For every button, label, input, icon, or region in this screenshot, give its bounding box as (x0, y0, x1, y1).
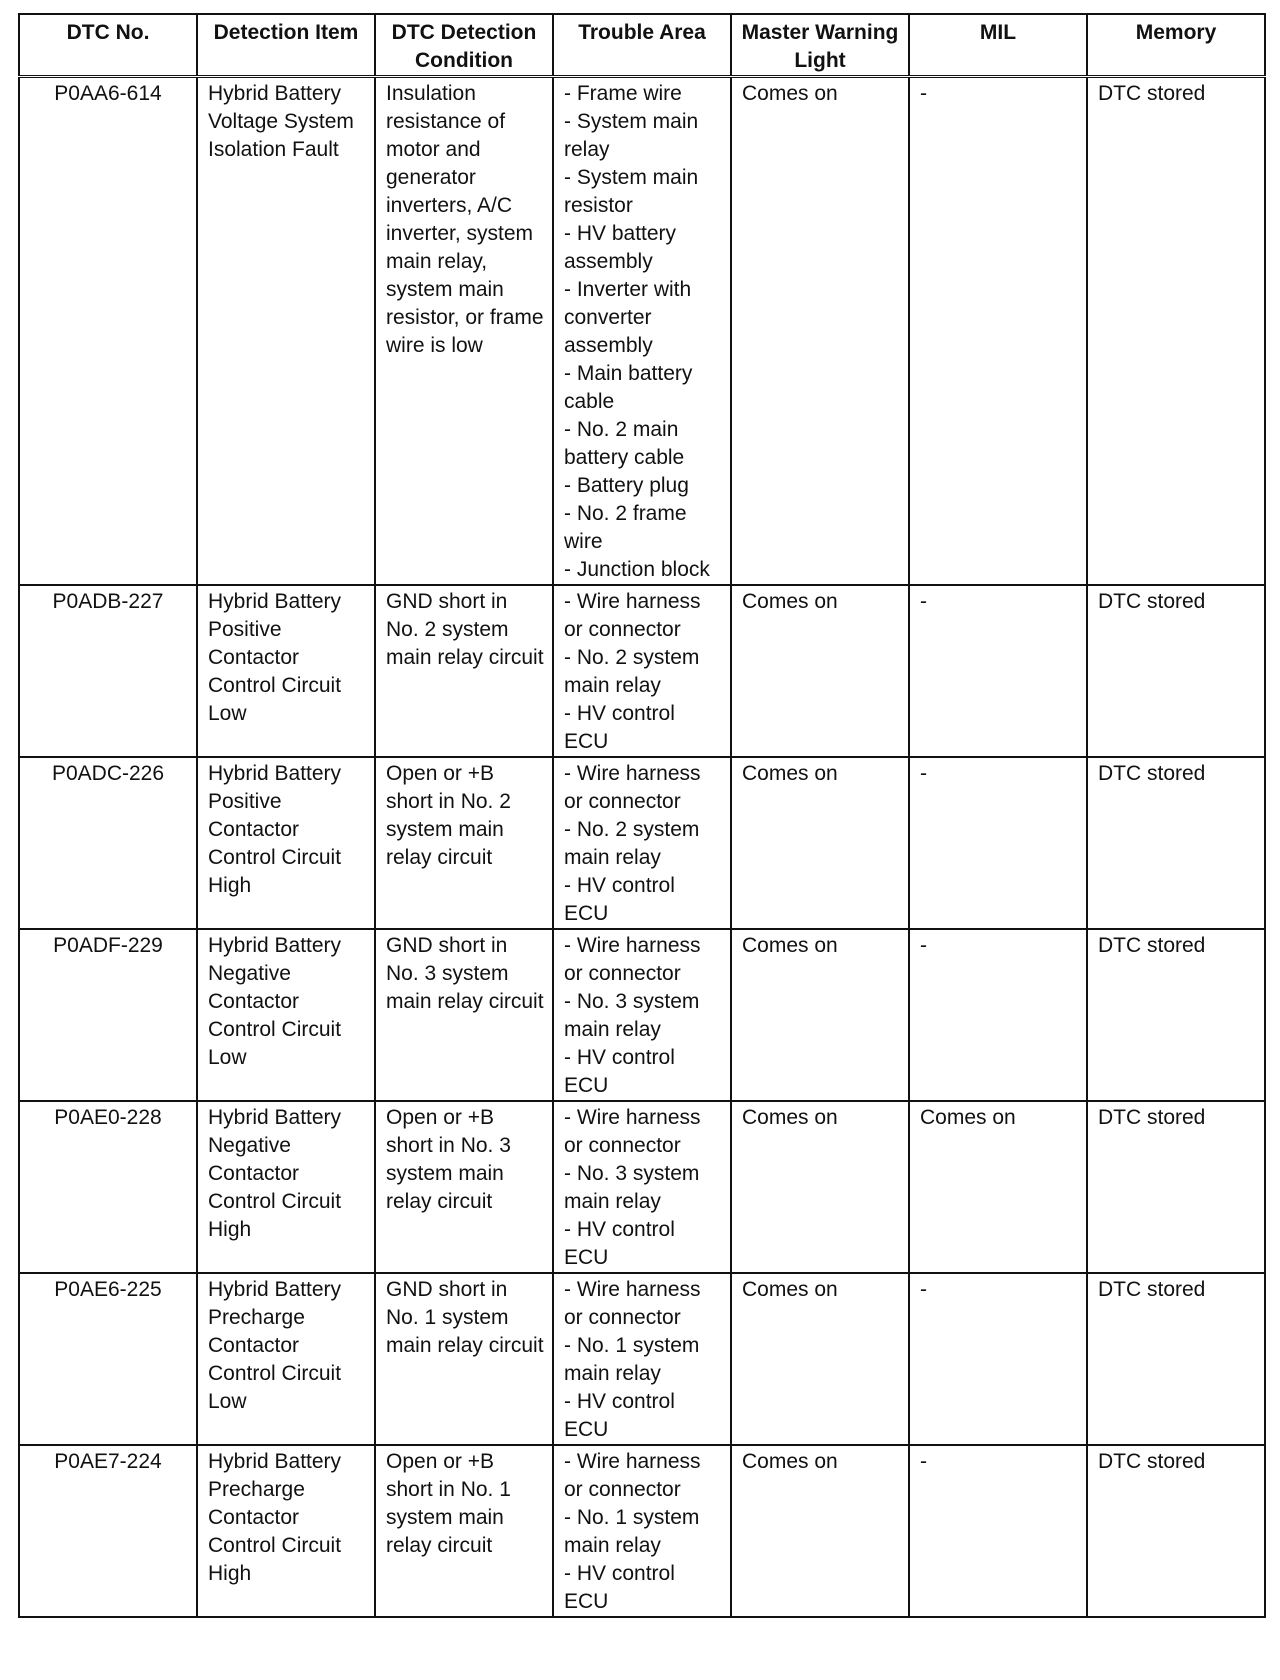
header-mil: MIL (909, 14, 1087, 77)
dtc-code-cell: P0AE7-224 (19, 1445, 197, 1617)
trouble-area-item: - System main relay (564, 110, 699, 161)
memory-cell: DTC stored (1087, 77, 1265, 586)
header-master-warning-light: Master Warning Light (731, 14, 909, 77)
trouble-area-item: - No. 3 system main relay (564, 1162, 700, 1213)
trouble-area-item: - System main resistor (564, 166, 699, 217)
mil-cell: - (909, 929, 1087, 1101)
trouble-area-item: - Inverter with converter assembly (564, 278, 692, 357)
table-row (19, 929, 1265, 1101)
detection-condition-cell: Open or +B short in No. 3 system main relay circuit (375, 1101, 553, 1273)
trouble-area-item: - No. 2 system main relay (564, 646, 700, 697)
table-row (19, 77, 1265, 586)
trouble-area-item: - HV control ECU (564, 1390, 675, 1441)
header-memory: Memory (1087, 14, 1265, 77)
trouble-area-cell (553, 1101, 731, 1273)
trouble-area-item: - No. 2 frame wire (564, 502, 687, 553)
master-warning-light-cell: Comes on (731, 1445, 909, 1617)
table-body (19, 77, 1265, 1618)
detection-item-cell: Hybrid Battery Precharge Contactor Control Circuit High (197, 1445, 375, 1617)
trouble-area-item: - Wire harness or connector (564, 1278, 701, 1329)
detection-condition-cell: GND short in No. 2 system main relay circuit (375, 585, 553, 757)
trouble-area-cell (553, 757, 731, 929)
dtc-table (18, 13, 1266, 1618)
trouble-area-item: - Wire harness or connector (564, 1450, 701, 1501)
master-warning-light-cell: Comes on (731, 929, 909, 1101)
dtc-code-cell: P0ADC-226 (19, 757, 197, 929)
trouble-area-item: - Main battery cable (564, 362, 693, 413)
mil-cell: Comes on (909, 1101, 1087, 1273)
trouble-area-cell (553, 1273, 731, 1445)
dtc-code-cell: P0AE6-225 (19, 1273, 197, 1445)
header-row (19, 14, 1265, 77)
master-warning-light-cell: Comes on (731, 77, 909, 586)
mil-cell: - (909, 757, 1087, 929)
dtc-code-cell: P0ADF-229 (19, 929, 197, 1101)
trouble-area-cell (553, 929, 731, 1101)
trouble-area-cell (553, 585, 731, 757)
dtc-code-cell: P0AA6-614 (19, 77, 197, 586)
detection-condition-cell: Open or +B short in No. 1 system main relay circuit (375, 1445, 553, 1617)
trouble-area-item: - No. 1 system main relay (564, 1334, 700, 1385)
mil-cell: - (909, 585, 1087, 757)
table-row (19, 585, 1265, 757)
detection-item-cell: Hybrid Battery Negative Contactor Control Circuit Low (197, 929, 375, 1101)
detection-condition-cell: GND short in No. 3 system main relay circuit (375, 929, 553, 1101)
trouble-area-cell (553, 77, 731, 586)
master-warning-light-cell: Comes on (731, 585, 909, 757)
memory-cell: DTC stored (1087, 929, 1265, 1101)
trouble-area-item: - HV battery assembly (564, 222, 677, 273)
trouble-area-item: - HV control ECU (564, 702, 675, 753)
detection-item-cell: Hybrid Battery Precharge Contactor Control Circuit Low (197, 1273, 375, 1445)
header-dtc-no: DTC No. (19, 14, 197, 77)
trouble-area-item: - No. 1 system main relay (564, 1506, 700, 1557)
detection-condition-cell: Open or +B short in No. 2 system main relay circuit (375, 757, 553, 929)
trouble-area-item: - Frame wire (564, 82, 682, 105)
header-trouble-area: Trouble Area (553, 14, 731, 77)
detection-item-cell: Hybrid Battery Voltage System Isolation Fault (197, 77, 375, 586)
table-row (19, 1101, 1265, 1273)
trouble-area-item: - HV control ECU (564, 1046, 675, 1097)
table-row (19, 1273, 1265, 1445)
header-detection-condition: DTC Detection Condition (375, 14, 553, 77)
mil-cell: - (909, 1273, 1087, 1445)
table-row (19, 1445, 1265, 1617)
memory-cell: DTC stored (1087, 585, 1265, 757)
dtc-code-cell: P0AE0-228 (19, 1101, 197, 1273)
master-warning-light-cell: Comes on (731, 757, 909, 929)
memory-cell: DTC stored (1087, 1273, 1265, 1445)
trouble-area-item: - No. 3 system main relay (564, 990, 700, 1041)
trouble-area-item: - HV control ECU (564, 1562, 675, 1613)
header-detection-item: Detection Item (197, 14, 375, 77)
detection-item-cell: Hybrid Battery Positive Contactor Control Circuit Low (197, 585, 375, 757)
master-warning-light-cell: Comes on (731, 1273, 909, 1445)
trouble-area-item: - HV control ECU (564, 1218, 675, 1269)
trouble-area-item: - Junction block (564, 558, 710, 581)
detection-condition-cell: Insulation resistance of motor and generator inverters, A/C inverter, system main relay, system main resistor, or frame wire is low (375, 77, 553, 586)
trouble-area-item: - No. 2 system main relay (564, 818, 700, 869)
trouble-area-cell (553, 1445, 731, 1617)
trouble-area-item: - HV control ECU (564, 874, 675, 925)
mil-cell: - (909, 77, 1087, 586)
trouble-area-item: - Battery plug (564, 474, 689, 497)
detection-item-cell: Hybrid Battery Positive Contactor Control Circuit High (197, 757, 375, 929)
trouble-area-item: - Wire harness or connector (564, 590, 701, 641)
trouble-area-item: - No. 2 main battery cable (564, 418, 685, 469)
memory-cell: DTC stored (1087, 1101, 1265, 1273)
dtc-code-cell: P0ADB-227 (19, 585, 197, 757)
trouble-area-item: - Wire harness or connector (564, 934, 701, 985)
mil-cell: - (909, 1445, 1087, 1617)
master-warning-light-cell: Comes on (731, 1101, 909, 1273)
trouble-area-item: - Wire harness or connector (564, 1106, 701, 1157)
detection-item-cell: Hybrid Battery Negative Contactor Control Circuit High (197, 1101, 375, 1273)
memory-cell: DTC stored (1087, 1445, 1265, 1617)
table-row (19, 757, 1265, 929)
memory-cell: DTC stored (1087, 757, 1265, 929)
trouble-area-item: - Wire harness or connector (564, 762, 701, 813)
detection-condition-cell: GND short in No. 1 system main relay circuit (375, 1273, 553, 1445)
